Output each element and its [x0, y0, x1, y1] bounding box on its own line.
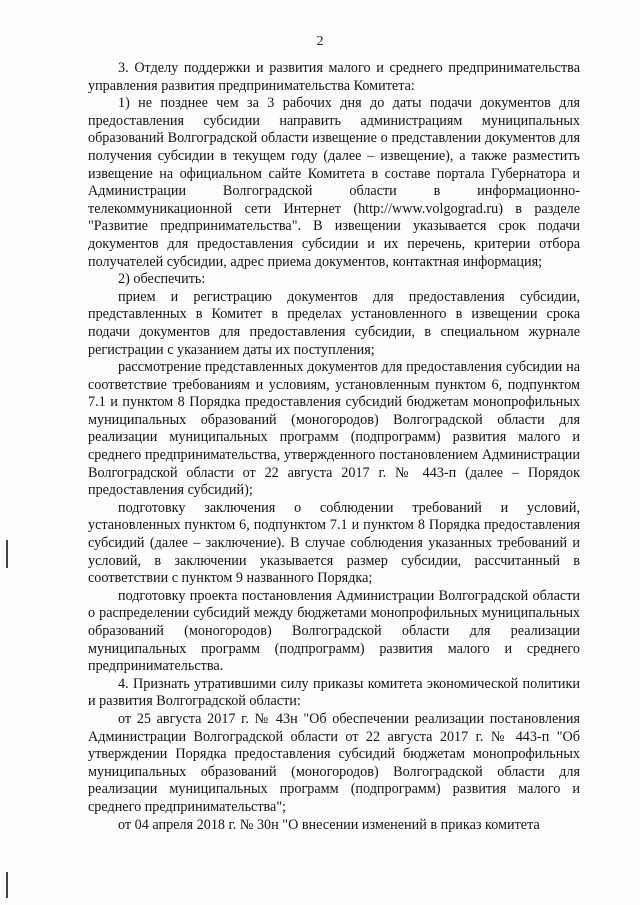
scan-margin-mark [6, 872, 8, 898]
paragraph-order-30n: от 04 апреля 2018 г. № 30н "О внесении изменений в приказ комитета [118, 816, 540, 833]
document-body [88, 60, 580, 834]
paragraph-review: рассмотрение представленных документов для предоставления субсидии на соответствие требованиям и условиям, установленным пунктом 6, подпунктом 7.1 и пунктом 8 Порядка предоставления субсидий бюджетам монопрофильных муниципальных образований (моногородов) Волгоградской области для реализации муниципальных программ (подпрограмм) развития малого и среднего предпринимательства, утвержденного постановлением Администрации Волгоградской области от 22 августа 2017 г. № 443-п (далее – Порядок предоставления субсидий); [88, 359, 580, 499]
paragraph-section-4: 4. Признать утратившими силу приказы комитета экономической политики и развития Волгоградской области: [88, 675, 580, 710]
paragraph-section-3: 3. Отделу поддержки и развития малого и среднего предпринимательства управления развития предпринимательства Комитета: [88, 60, 580, 94]
paragraph-order-43n: от 25 августа 2017 г. № 43н "Об обеспечении реализации постановления Администрации Волгоградской области от 22 августа 2017 г. № 443-п "Об утверждении Порядка предоставления субсидий бюджетам монопрофильных муниципальных образований (моногородов) Волгоградской области для реализации муниципальных программ (подпрограмм) развития малого и среднего предпринимательства"; [88, 710, 580, 815]
paragraph-reception: прием и регистрацию документов для предоставления субсидии, представленных в Комитет в пределах установленного в извещении срока подачи документов для предоставления субсидии, в специальном журнале регистрации с указанием даты их поступления; [88, 288, 580, 358]
paragraph-conclusion: подготовку заключения о соблюдении требований и условий, установленных пунктом 6, подпунктом 7.1 и пунктом 8 Порядка предоставления субсидий (далее – заключение). В случае соблюдения указанных требований и условий, в заключении указывается размер субсидии, рассчитанный в соответствии с пунктом 9 названного Порядка; [88, 499, 580, 587]
paragraph-item-1: 1) не позднее чем за 3 рабочих дня до даты подачи документов для предоставления субсидии направить администрациям муниципальных образований Волгоградской области извещение о представлении документов для получения субсидии в текущем году (далее – извещение), а также разместить извещение на официальном сайте Комитета в составе портала Губернатора и Администрации Волгоградской области в информационно-телекоммуникационной сети Интернет (http://www.volgograd.ru) в разделе "Развитие предпринимательства". В извещении указывается срок подачи документов для предоставления субсидии и их перечень, критерии отбора получателей субсидии, адрес приема документов, контактная информация; [88, 95, 580, 270]
scan-margin-mark [6, 540, 8, 568]
paragraph-item-2: 2) обеспечить: [118, 271, 206, 288]
paragraph-draft-resolution: подготовку проекта постановления Администрации Волгоградской области о распределении субсидий между бюджетами монопрофильных муниципальных образований (моногородов) Волгоградской области для реализации муниципальных программ (подпрограмм) развития малого и среднего предпринимательства. [88, 587, 580, 675]
page-number: 2 [316, 34, 324, 49]
